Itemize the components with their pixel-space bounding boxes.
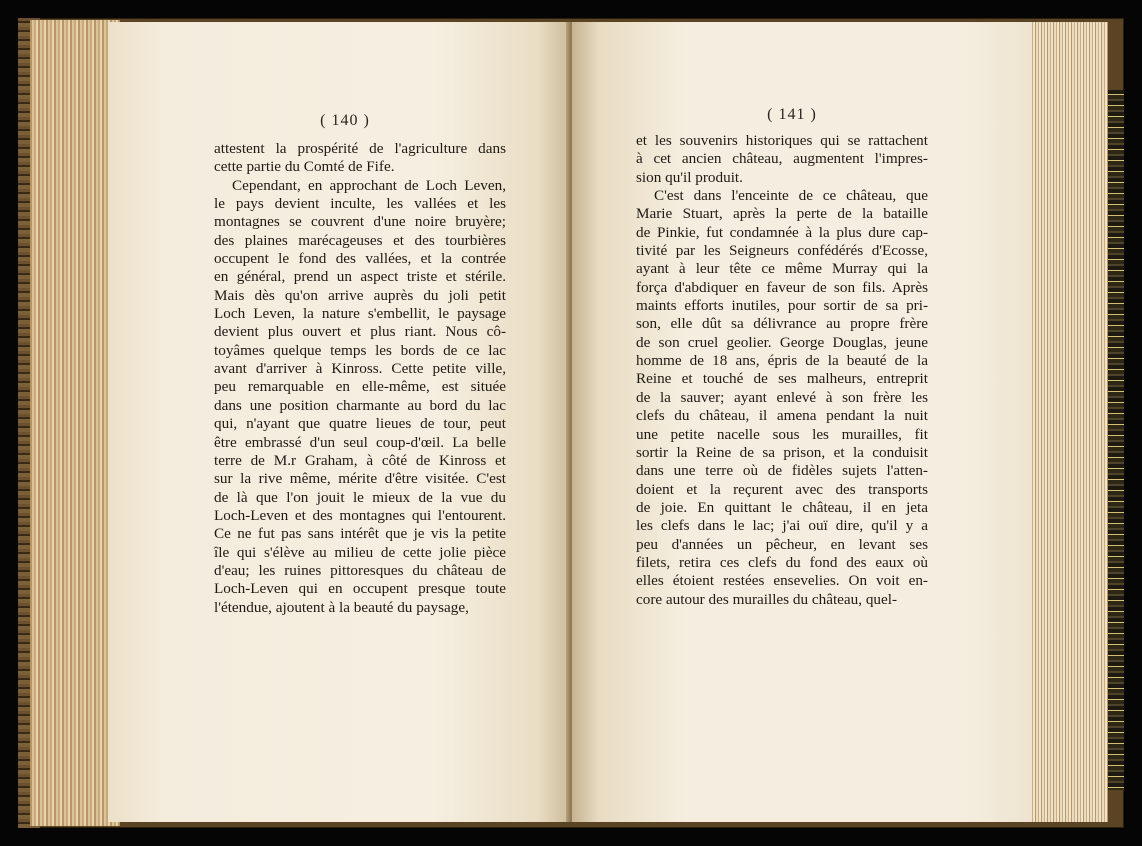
text-line: sortir la Reine de sa prison, et la conduisit	[636, 443, 928, 461]
text-line: sur la rive même, mérite d'être visitée. C'est	[214, 470, 506, 488]
text-line: filets, retira ces clefs du fond des eaux où	[636, 553, 928, 571]
text-line: d'eau; les ruines pittoresques du château de	[214, 561, 506, 579]
text-line: le pays devient inculte, les vallées et les	[214, 195, 506, 213]
text-line: Cependant, en approchant de Loch Leven,	[232, 176, 506, 194]
text-line: occupent le fond des vallées, et la contrée	[214, 250, 506, 268]
left-page-text	[214, 140, 506, 617]
text-line: ayant à leur tête ce même Murray qui la	[636, 260, 928, 278]
text-line: de joie. En quittant le château, il en jeta	[636, 498, 928, 516]
text-line: tivité par les Seigneurs confédérés d'Ecosse,	[636, 242, 928, 260]
text-line: être embrassé d'un seul coup-d'œil. La belle	[214, 433, 506, 451]
text-line: Ce ne fut pas sans intérêt que je vis la petite	[214, 525, 506, 543]
text-line: de son cruel geolier. George Douglas, jeune	[636, 333, 928, 351]
text-line: Mais dès qu'on arrive auprès du joli petit	[214, 286, 506, 304]
left-page-number: ( 140 )	[320, 112, 370, 129]
text-line: une petite nacelle sous les murailles, fit	[636, 425, 928, 443]
text-line: clefs du château, il amena pendant la nuit	[636, 407, 928, 425]
text-line: terre de M.r Graham, à côté de Kinross et	[214, 451, 506, 469]
right-fore-edge	[1030, 22, 1108, 822]
text-line: Loch Leven, la nature s'embellit, le paysage	[214, 305, 506, 323]
text-line: et les souvenirs historiques qui se rattachent	[636, 132, 928, 149]
text-line: sion qu'il produit.	[636, 168, 743, 186]
text-line: de Pinkie, fut condamnée à la plus dure cap-	[636, 223, 928, 241]
text-line: à cet ancien château, augmentent l'impres-	[636, 150, 928, 168]
text-line: attestent la prospérité de l'agriculture dans	[214, 140, 506, 157]
text-line: core autour des murailles du château, quel-	[636, 590, 898, 608]
text-line: peu d'années un pêcheur, en levant ses	[636, 535, 928, 553]
text-line: devient plus ouvert et plus riant. Nous cô-	[214, 323, 506, 341]
text-line: toyâmes quelque temps les bords de ce lac	[214, 341, 506, 359]
text-line: C'est dans l'enceinte de ce château, que	[654, 187, 928, 205]
right-page	[572, 22, 1032, 822]
text-line: Loch-Leven qui en occupent presque toute	[214, 580, 506, 598]
text-line: homme de 18 ans, épris de la beauté de la	[636, 352, 928, 370]
text-line: força d'abdiquer en faveur de son fils. Après	[636, 278, 928, 296]
text-line: île qui s'élève au milieu de cette jolie pièce	[214, 543, 506, 561]
text-line: maints efforts inutiles, pour sortir de sa pri-	[636, 297, 928, 315]
text-line: de la sauver; ayant enlevé à son frère les	[636, 388, 928, 406]
text-line: peu remarquable en elle-même, est située	[214, 378, 506, 396]
text-line: Reine et touché de ses malheurs, entreprit	[636, 370, 928, 388]
text-line: doient et la reçurent avec des transports	[636, 480, 928, 498]
text-line: son, elle dût sa délivrance au propre frère	[636, 315, 928, 333]
text-line: dans une terre où de fidèles sujets l'atten-	[636, 462, 928, 480]
text-line: les clefs dans le lac; j'ai ouï dire, qu'il y a	[636, 517, 928, 535]
right-page-text	[636, 132, 928, 609]
text-line: Loch-Leven et des montagnes qui l'entourent.	[214, 506, 506, 524]
text-line: montagnes se couvrent d'une noire bruyère;	[214, 213, 506, 231]
left-page	[108, 22, 570, 822]
text-line: l'étendue, ajoutent à la beauté du paysage,	[214, 598, 469, 616]
text-line: de là que l'on jouit le mieux de la vue du	[214, 488, 506, 506]
text-line: qui, n'ayant que quatre lieues de tour, peut	[214, 415, 506, 433]
text-line: en général, prend un aspect triste et stérile.	[214, 268, 506, 286]
text-line: elles étoient restées ensevelies. On voit en-	[636, 572, 928, 590]
text-line: dans une position charmante au bord du lac	[214, 396, 506, 414]
text-line: avant d'arriver à Kinross. Cette petite ville,	[214, 360, 506, 378]
text-line: cette partie du Comté de Fife.	[214, 158, 395, 176]
text-line: Marie Stuart, après la perte de la bataille	[636, 205, 928, 223]
text-line: des plaines marécageuses et des tourbières	[214, 231, 506, 249]
left-fore-edge	[30, 20, 120, 826]
right-page-number: ( 141 )	[767, 106, 817, 123]
